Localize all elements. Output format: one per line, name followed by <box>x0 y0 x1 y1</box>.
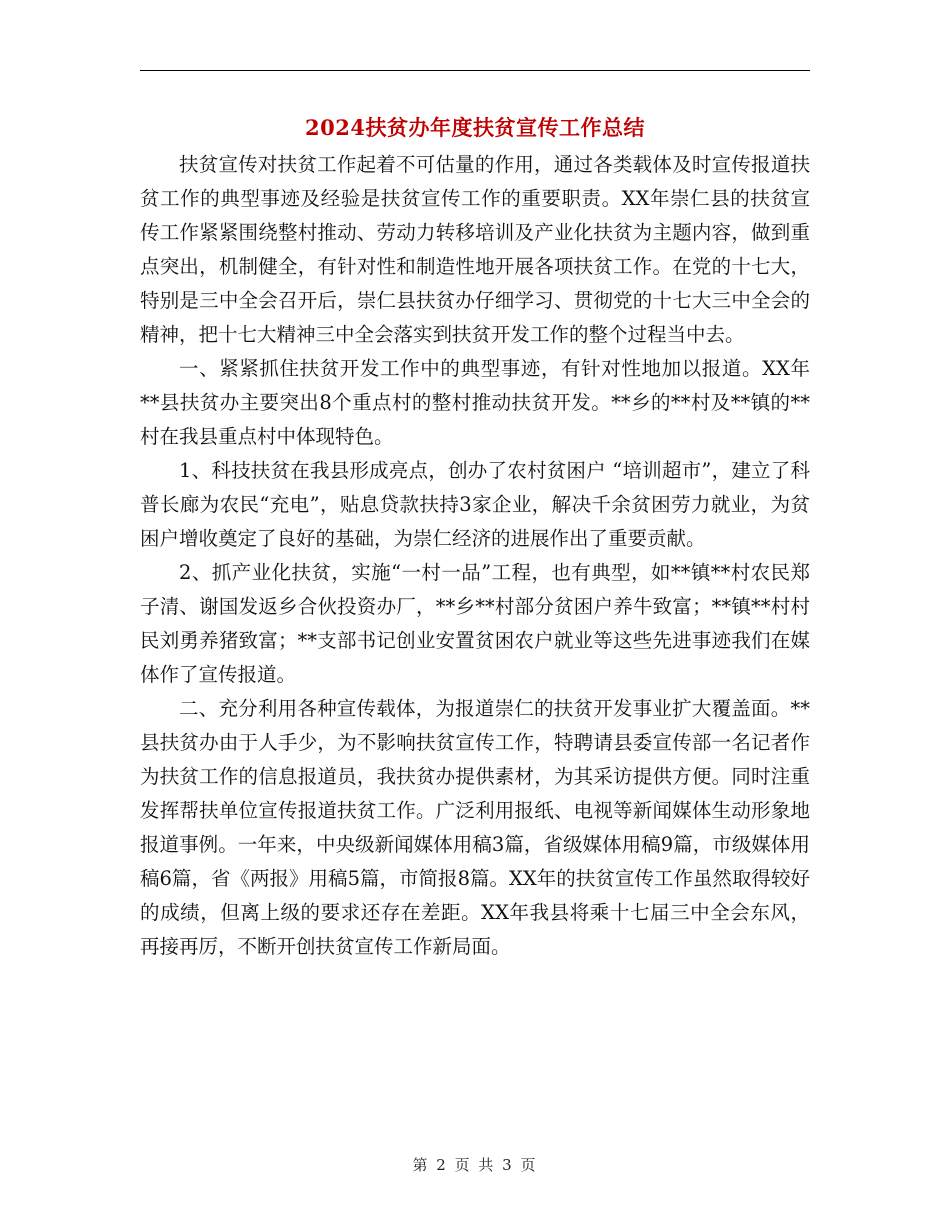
paragraph-item-2: 2、抓产业化扶贫，实施“一村一品”工程，也有典型，如**镇**村农民郑子清、谢国发返乡合伙投资办厂，**乡**村部分贫困户养牛致富；**镇**村村民刘勇养猪致富；**支部书记创业安置贫困农户就业等这些先进事迹我们在媒体作了宣传报道。 <box>140 561 810 686</box>
page-number-footer: 第 2 页 共 3 页 <box>412 1156 538 1174</box>
paragraph-section-1: 一、紧紧抓住扶贫开发工作中的典型事迹，有针对性地加以报道。XX年**县扶贫办主要突出8个重点村的整村推动扶贫开发。**乡的**村及**镇的**村在我县重点村中体现特色。 <box>140 357 810 448</box>
paragraph-intro: 扶贫宣传对扶贫工作起着不可估量的作用，通过各类载体及时宣传报道扶贫工作的典型事迹及经验是扶贫宣传工作的重要职责。XX年崇仁县的扶贫宣传工作紧紧围绕整村推动、劳动力转移培训及产业化扶贫为主题内容，做到重点突出，机制健全，有针对性和制造性地开展各项扶贫工作。在党的十七大，特别是三中全会召开后，崇仁县扶贫办仔细学习、贯彻党的十七大三中全会的精神，把十七大精神三中全会落实到扶贫开发工作的整个过程当中去。 <box>140 153 810 346</box>
document-body <box>140 148 810 964</box>
paragraph-section-2: 二、充分利用各种宣传载体，为报道崇仁的扶贫开发事业扩大覆盖面。**县扶贫办由于人手少，为不影响扶贫宣传工作，特聘请县委宣传部一名记者作为扶贫工作的信息报道员，我扶贫办提供素材，为其采访提供方便。同时注重发挥帮扶单位宣传报道扶贫工作。广泛利用报纸、电视等新闻媒体生动形象地报道事例。一年来，中央级新闻媒体用稿3篇，省级媒体用稿9篇，市级媒体用稿6篇，省《两报》用稿5篇，市简报8篇。XX年的扶贫宣传工作虽然取得较好的成绩，但离上级的要求还存在差距。XX年我县将乘十七届三中全会东风，再接再厉，不断开创扶贫宣传工作新局面。 <box>140 697 810 958</box>
document-title: 2024扶贫办年度扶贫宣传工作总结 <box>305 115 645 140</box>
paragraph-item-1: 1、科技扶贫在我县形成亮点，创办了农村贫困户 “培训超市”，建立了科普长廊为农民“充电”，贴息贷款扶持3家企业，解决千余贫困劳力就业，为贫困户增收奠定了良好的基础，为崇仁经济的进展作出了重要贡献。 <box>140 459 810 550</box>
header-rule <box>140 70 810 71</box>
